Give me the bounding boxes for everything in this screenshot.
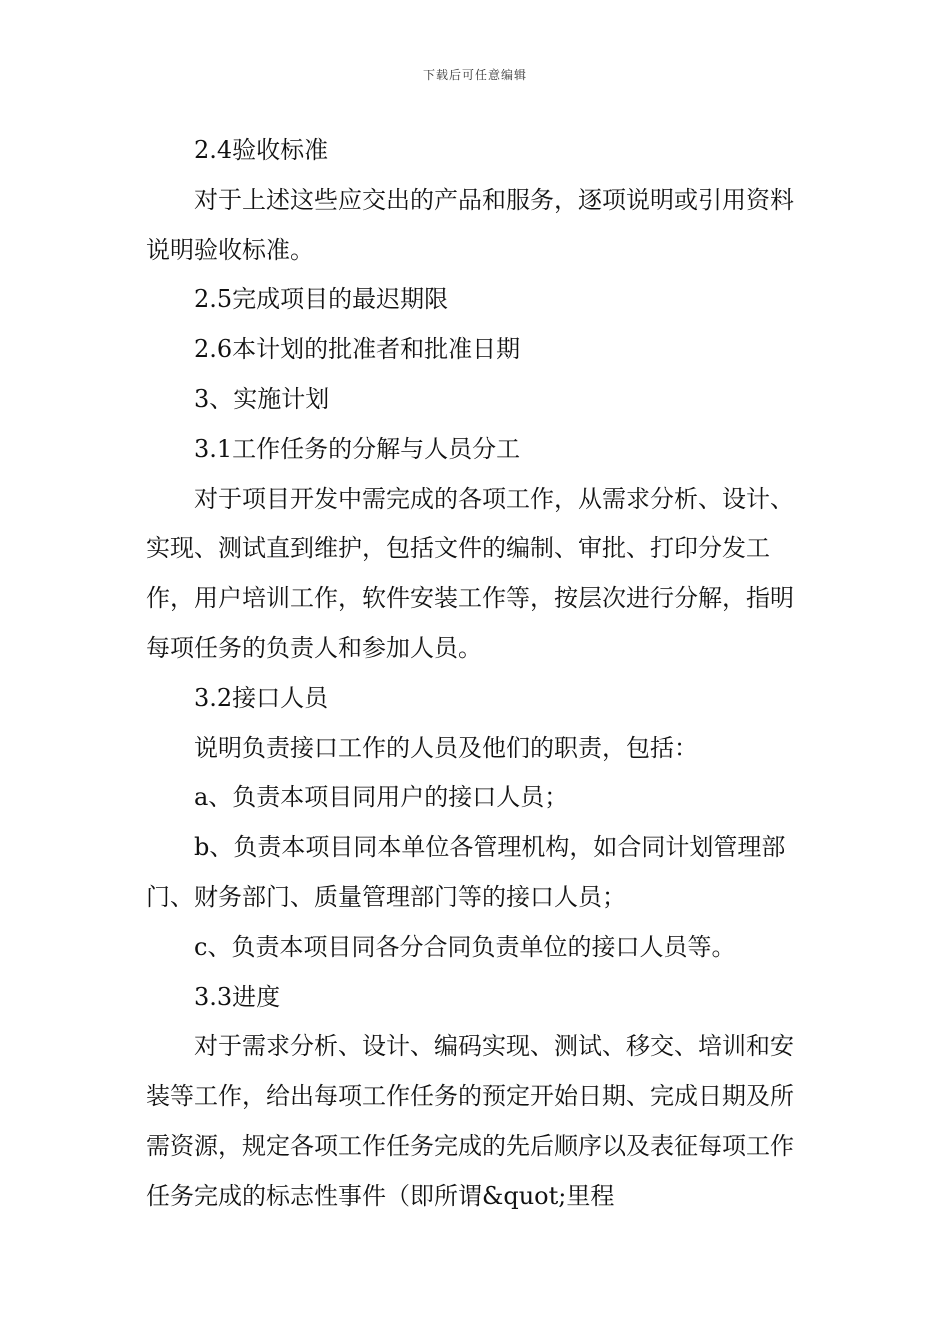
section-heading-3-3: 3.3进度: [194, 982, 281, 1011]
list-item-b: b、负责本项目同本单位各管理机构，如合同计划管理部门、财务部门、质量管理部门等的接口人员；: [146, 833, 786, 911]
paragraph-task-breakdown: 对于项目开发中需完成的各项工作，从需求分析、设计、实现、测试直到维护，包括文件的编制、审批、打印分发工作，用户培训工作，软件安装工作等，按层次进行分解，指明每项任务的负责人和参加人员。: [146, 484, 794, 662]
section-heading-2-5: 2.5完成项目的最迟期限: [194, 285, 449, 314]
section-heading-3-2: 3.2接口人员: [194, 683, 329, 712]
document-body: [146, 126, 810, 1222]
section-heading-2-6: 2.6本计划的批准者和批准日期: [194, 335, 521, 364]
section-heading-3: 3、实施计划: [194, 384, 330, 413]
paragraph-schedule: 对于需求分析、设计、编码实现、测试、移交、培训和安装等工作，给出每项工作任务的预定开始日期、完成日期及所需资源，规定各项工作任务完成的先后顺序以及表征每项工作任务完成的标志性事件（即所谓&quot;里程: [146, 1032, 794, 1210]
list-item-a: a、负责本项目同用户的接口人员；: [194, 783, 569, 812]
header-note: 下载后可任意编辑: [422, 68, 527, 82]
section-heading-2-4: 2.4验收标准: [194, 136, 329, 164]
list-item-c: c、负责本项目同各分合同负责单位的接口人员等。: [194, 932, 736, 961]
paragraph-acceptance-criteria: 对于上述这些应交出的产品和服务，逐项说明或引用资料说明验收标准。: [146, 185, 794, 264]
section-heading-3-1: 3.1工作任务的分解与人员分工: [194, 434, 521, 463]
paragraph-interface-duties: 说明负责接口工作的人员及他们的职责，包括：: [194, 733, 698, 762]
